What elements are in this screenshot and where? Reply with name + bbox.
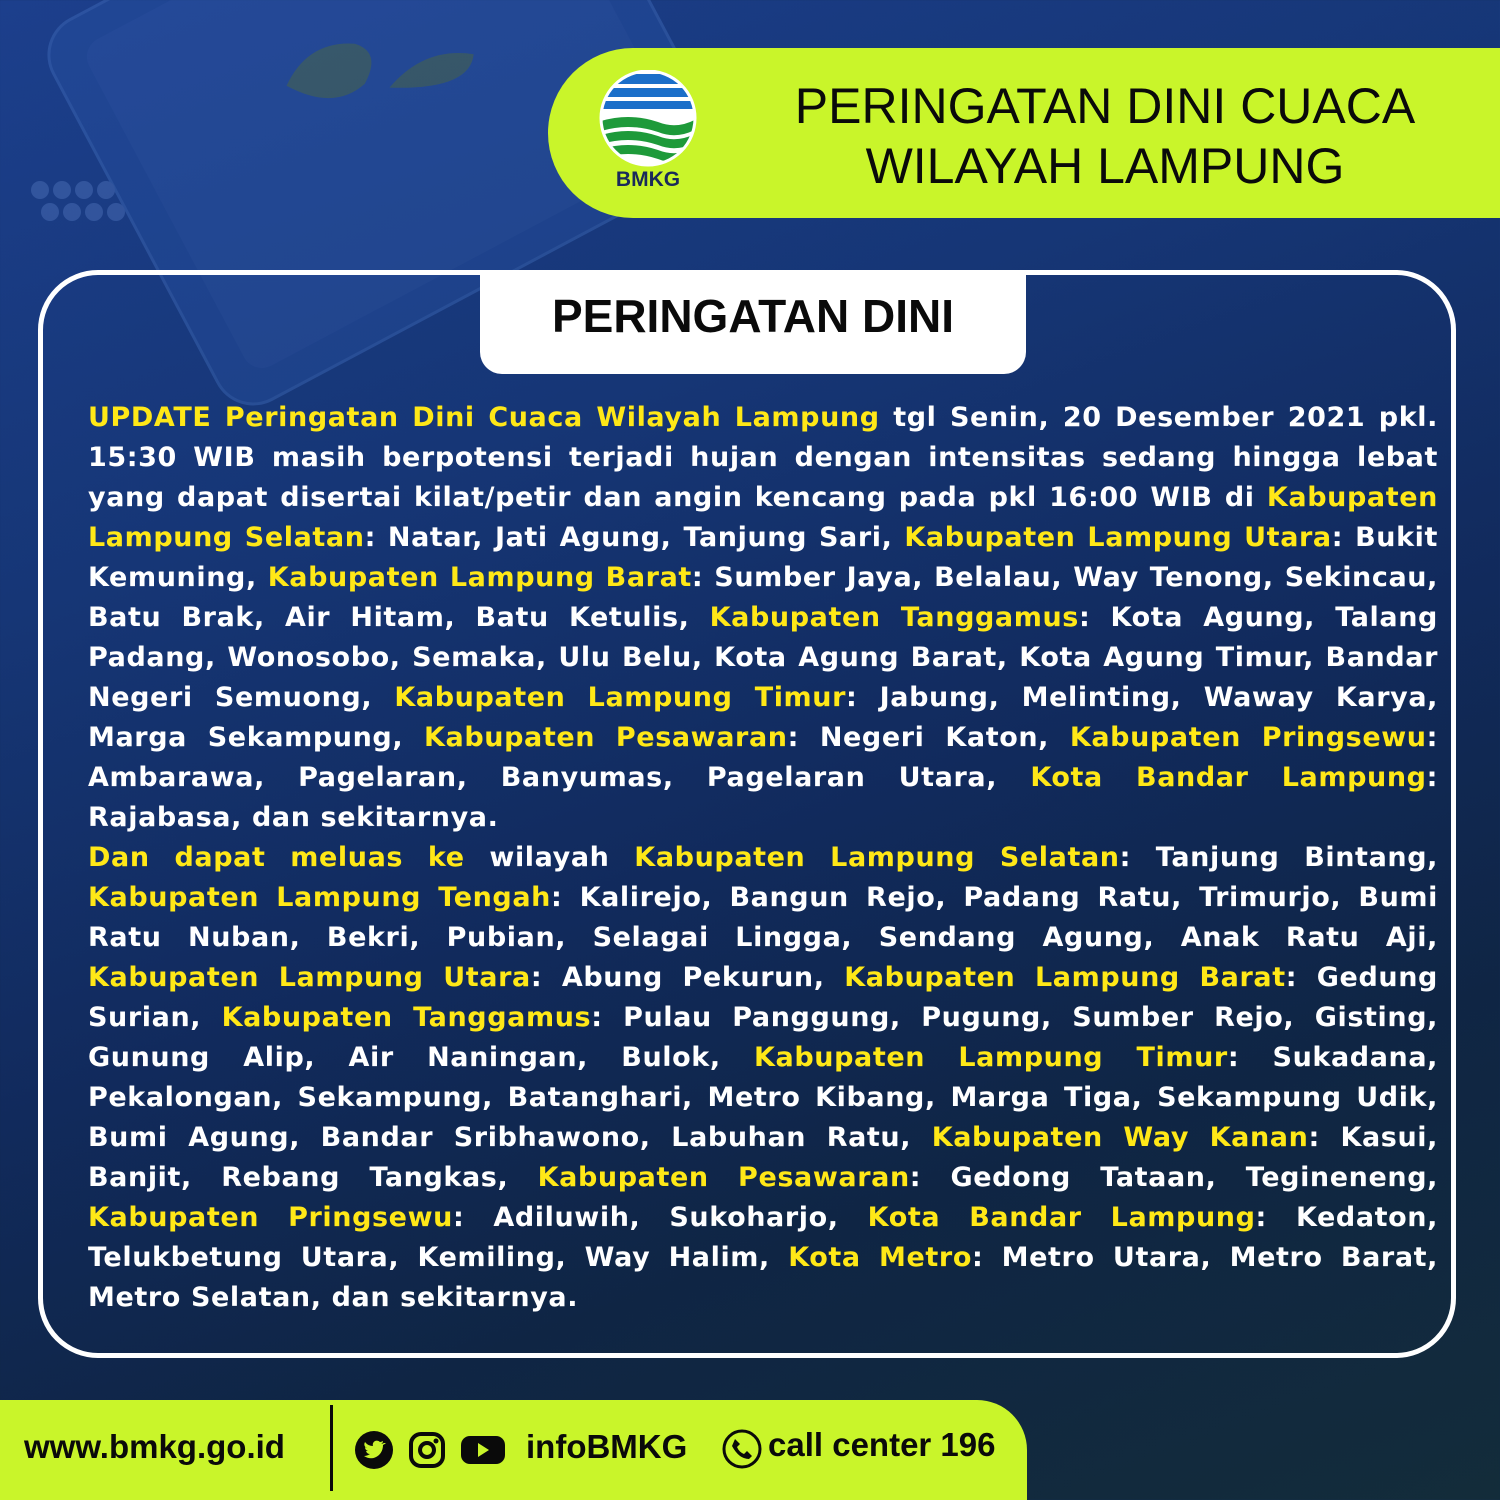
body-text-segment: : Abung Pekurun, (530, 962, 845, 993)
highlighted-region: Kabupaten Way Kanan (931, 1122, 1309, 1153)
body-text-segment: : Jabung, Melinting, Waway Karya, Marga Sekampung, (88, 682, 1438, 753)
highlighted-region: Kota Metro (788, 1242, 972, 1273)
body-text-segment: : Kedaton, Telukbetung Utara, Kemiling, Way Halim, (88, 1202, 1438, 1273)
warning-paragraph-1 (88, 398, 1438, 838)
card-tab (480, 272, 1026, 374)
body-text-segment: : Negeri Katon, (787, 722, 1070, 753)
highlighted-region: Kabupaten Tanggamus (709, 602, 1079, 633)
social-handle[interactable]: infoBMKG (526, 1428, 688, 1465)
instagram-icon[interactable] (408, 1431, 446, 1469)
body-text-segment: : Ambarawa, Pagelaran, Banyumas, Pagelaran Utara, (88, 722, 1438, 793)
highlighted-region: Kabupaten Lampung Barat (844, 962, 1286, 993)
highlighted-region: Kabupaten Lampung Utara (904, 522, 1332, 553)
body-text-segment: : Kalirejo, Bangun Rejo, Padang Ratu, Trimurjo, Bumi Ratu Nuban, Bekri, Pubian, Selagai Lingga, Sendang Agung, Anak Ratu Aji, (88, 882, 1439, 953)
body-text-segment: : Sumber Jaya, Belalau, Way Tenong, Sekincau, Batu Brak, Air Hitam, Batu Ketulis, (88, 562, 1438, 633)
page-title (760, 76, 1450, 196)
highlighted-region: Kota Bandar Lampung (1030, 762, 1427, 793)
call-center[interactable]: call center 196 (768, 1426, 996, 1463)
body-text-segment: : Pulau Panggung, Pugung, Sumber Rejo, Gisting, Gunung Alip, Air Naningan, Bulok, (88, 1002, 1438, 1073)
highlighted-region: Kabupaten Lampung Selatan (634, 842, 1120, 873)
body-text-segment: : Sukadana, Pekalongan, Sekampung, Batanghari, Metro Kibang, Marga Tiga, Sekampung Udik, Bumi Agung, Bandar Sribhawono, Labuhan Ratu, (88, 1042, 1439, 1153)
footer-divider (330, 1405, 333, 1491)
title-line-2: WILAYAH LAMPUNG (865, 138, 1345, 194)
body-text-segment: : Rajabasa, dan sekitarnya. (88, 762, 1438, 833)
logo-text: BMKG (615, 168, 681, 191)
youtube-icon[interactable] (460, 1431, 506, 1469)
body-text-segment: tgl Senin, 20 Desember 2021 pkl. 15:30 WIB masih berpotensi terjadi hujan dengan intensitas sedang hingga lebat yang dapat disertai kilat/petir dan angin kencang pada pkl 16:00 WIB di (88, 402, 1438, 513)
highlighted-region: Kabupaten Lampung Barat (267, 562, 692, 593)
warning-paragraph-2 (88, 838, 1438, 1318)
body-text-segment: wilayah (464, 842, 635, 873)
highlighted-region: Kabupaten Lampung Timur (394, 682, 847, 713)
body-text-segment: : Bukit Kemuning, (88, 522, 1438, 593)
phone-icon (722, 1429, 762, 1469)
body-text-segment: : Kota Agung, Talang Padang, Wonosobo, Semaka, Ulu Belu, Kota Agung Barat, Kota Agung Timur, Bandar Negeri Semuong, (88, 602, 1438, 713)
body-text-segment: : Natar, Jati Agung, Tanjung Sari, (364, 522, 905, 553)
card-tab-title: PERINGATAN DINI (551, 290, 955, 342)
body-text-segment: : Gedung Surian, (88, 962, 1438, 1033)
highlighted-region: Kabupaten Pringsewu (88, 1202, 453, 1233)
highlighted-region: Kabupaten Lampung Timur (754, 1042, 1228, 1073)
highlighted-region: Kabupaten Pringsewu (1069, 722, 1427, 753)
highlighted-region: Kabupaten Pesawaran (537, 1162, 910, 1193)
twitter-icon[interactable] (355, 1431, 393, 1469)
highlighted-region: Kota Bandar Lampung (867, 1202, 1256, 1233)
body-text-segment: : Gedong Tataan, Tegineneng, (909, 1162, 1438, 1193)
highlighted-region: Kabupaten Lampung Utara (88, 962, 531, 993)
highlighted-region: Dan dapat meluas ke (88, 842, 465, 873)
body-text-segment: : Tanjung Bintang, (1119, 842, 1438, 873)
highlighted-region: UPDATE Peringatan Dini Cuaca Wilayah Lampung (88, 402, 880, 433)
body-text-segment: : Adiluwih, Sukoharjo, (452, 1202, 868, 1233)
body-text-segment: : Kasui, Banjit, Rebang Tangkas, (88, 1122, 1438, 1193)
bmkg-logo-icon (598, 70, 698, 168)
bmkg-logo (598, 70, 698, 194)
highlighted-region: Kabupaten Tanggamus (221, 1002, 592, 1033)
title-line-1: PERINGATAN DINI CUACA (794, 78, 1416, 134)
highlighted-region: Kabupaten Lampung Tengah (88, 882, 552, 913)
highlighted-region: Kabupaten Lampung Selatan (88, 482, 1438, 553)
highlighted-region: Kabupaten Pesawaran (424, 722, 788, 753)
website-link[interactable]: www.bmkg.go.id (24, 1428, 285, 1465)
body-text-segment: : Metro Utara, Metro Barat, Metro Selatan, dan sekitarnya. (88, 1242, 1439, 1313)
